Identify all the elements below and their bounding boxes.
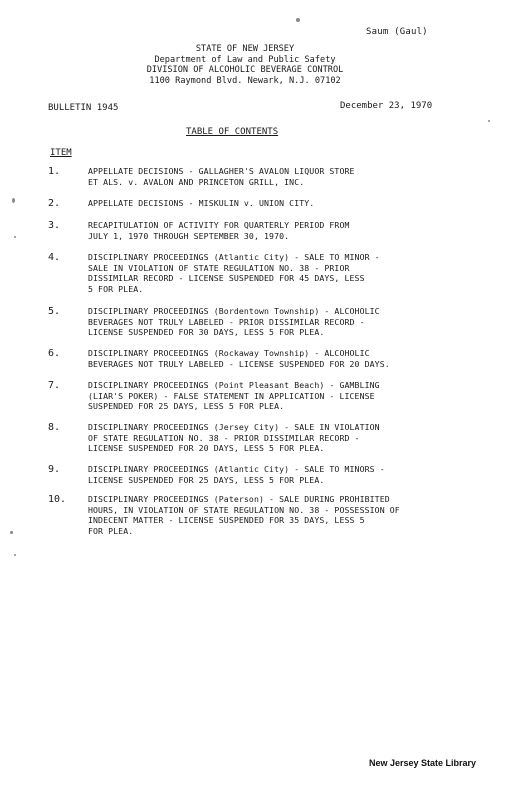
letterhead-line-division: DIVISION OF ALCOHOLIC BEVERAGE CONTROL (146, 65, 344, 76)
letterhead-line-state: STATE OF NEW JERSEY (195, 44, 295, 54)
toc-entry-text: APPELLATE DECISIONS - GALLAGHER'S AVALON LIQUOR STORE ET ALS. v. AVALON AND PRINCETON GRILL, INC. (88, 166, 355, 187)
library-watermark: New Jersey State Library (369, 758, 477, 768)
toc-entry-text: DISCIPLINARY PROCEEDINGS (Point Pleasant Beach) - GAMBLING (LIAR'S POKER) - FALSE STATEMENT IN APPLICATION - LICENSE SUSPENDED FOR 25 DAYS, LESS 5 FOR PLEA. (88, 380, 380, 412)
toc-entry-text: DISCIPLINARY PROCEEDINGS (Atlantic City) - SALE TO MINOR - SALE IN VIOLATION OF STATE REGULATION NO. 38 - PRIOR DISSIMILAR RECORD - LICENSE SUSPENDED FOR 45 DAYS, LESS 5 FOR PLEA. (88, 252, 380, 294)
toc-entry-text: DISCIPLINARY PROCEEDINGS (Paterson) - SALE DURING PROHIBITED HOURS, IN VIOLATION OF STATE REGULATION NO. 38 - POSSESSION OF INDECENT MATTER - LICENSE SUSPENDED FOR 35 DAYS, LESS 5 FOR PLEA. (88, 494, 400, 536)
scan-speck (10, 531, 13, 534)
toc-entry-text: DISCIPLINARY PROCEEDINGS (Rockaway Township) - ALCOHOLIC BEVERAGES NOT TRULY LABELED - LICENSE SUSPENDED FOR 20 DAYS. (88, 348, 390, 369)
toc-entry-text: DISCIPLINARY PROCEEDINGS (Jersey City) - SALE IN VIOLATION OF STATE REGULATION NO. 38 - PRIOR DISSIMILAR RECORD - LICENSE SUSPENDED FOR 20 DAYS, LESS 5 FOR PLEA. (88, 422, 380, 454)
letterhead-line-department: Department of Law and Public Safety (154, 54, 336, 65)
toc-entry-number: 8. (48, 422, 61, 433)
toc-entry-number: 1. (48, 166, 61, 177)
toc-entry-text: DISCIPLINARY PROCEEDINGS (Bordentown Township) - ALCOHOLIC BEVERAGES NOT TRULY LABELED - PRIOR DISSIMILAR RECORD - LICENSE SUSPENDED FOR 30 DAYS, LESS 5 FOR PLEA. (88, 306, 380, 338)
table-of-contents-heading: TABLE OF CONTENTS (186, 127, 279, 137)
scan-speck (488, 120, 490, 122)
toc-entry-number: 9. (48, 464, 61, 475)
item-column-heading: ITEM (50, 148, 72, 158)
toc-entry-number: 2. (48, 198, 61, 209)
toc-entry-number: 5. (48, 306, 61, 317)
letterhead (110, 44, 380, 86)
toc-entry-number: 10. (48, 494, 67, 505)
corner-handwritten-note: Saum (Gaul) (366, 27, 428, 37)
toc-entry-number: 3. (48, 220, 61, 231)
scan-speck (14, 554, 16, 556)
bulletin-date: December 23, 1970 (340, 101, 433, 111)
letterhead-line-address: 1100 Raymond Blvd. Newark, N.J. 07102 (149, 75, 341, 86)
scan-speck (12, 198, 15, 203)
scan-speck (296, 18, 300, 22)
toc-entry-text: RECAPITULATION OF ACTIVITY FOR QUARTERLY PERIOD FROM JULY 1, 1970 THROUGH SEPTEMBER 30, 1970. (88, 220, 350, 241)
toc-entry-number: 6. (48, 348, 61, 359)
bulletin-number: BULLETIN 1945 (48, 103, 119, 113)
toc-entry-text: APPELLATE DECISIONS - MISKULIN v. UNION CITY. (88, 198, 315, 208)
toc-entry-number: 7. (48, 380, 61, 391)
toc-entry-number: 4. (48, 252, 61, 263)
toc-entry-text: DISCIPLINARY PROCEEDINGS (Atlantic City) - SALE TO MINORS - LICENSE SUSPENDED FOR 25 DAYS, LESS 5 FOR PLEA. (88, 464, 385, 485)
scan-speck (14, 236, 16, 238)
